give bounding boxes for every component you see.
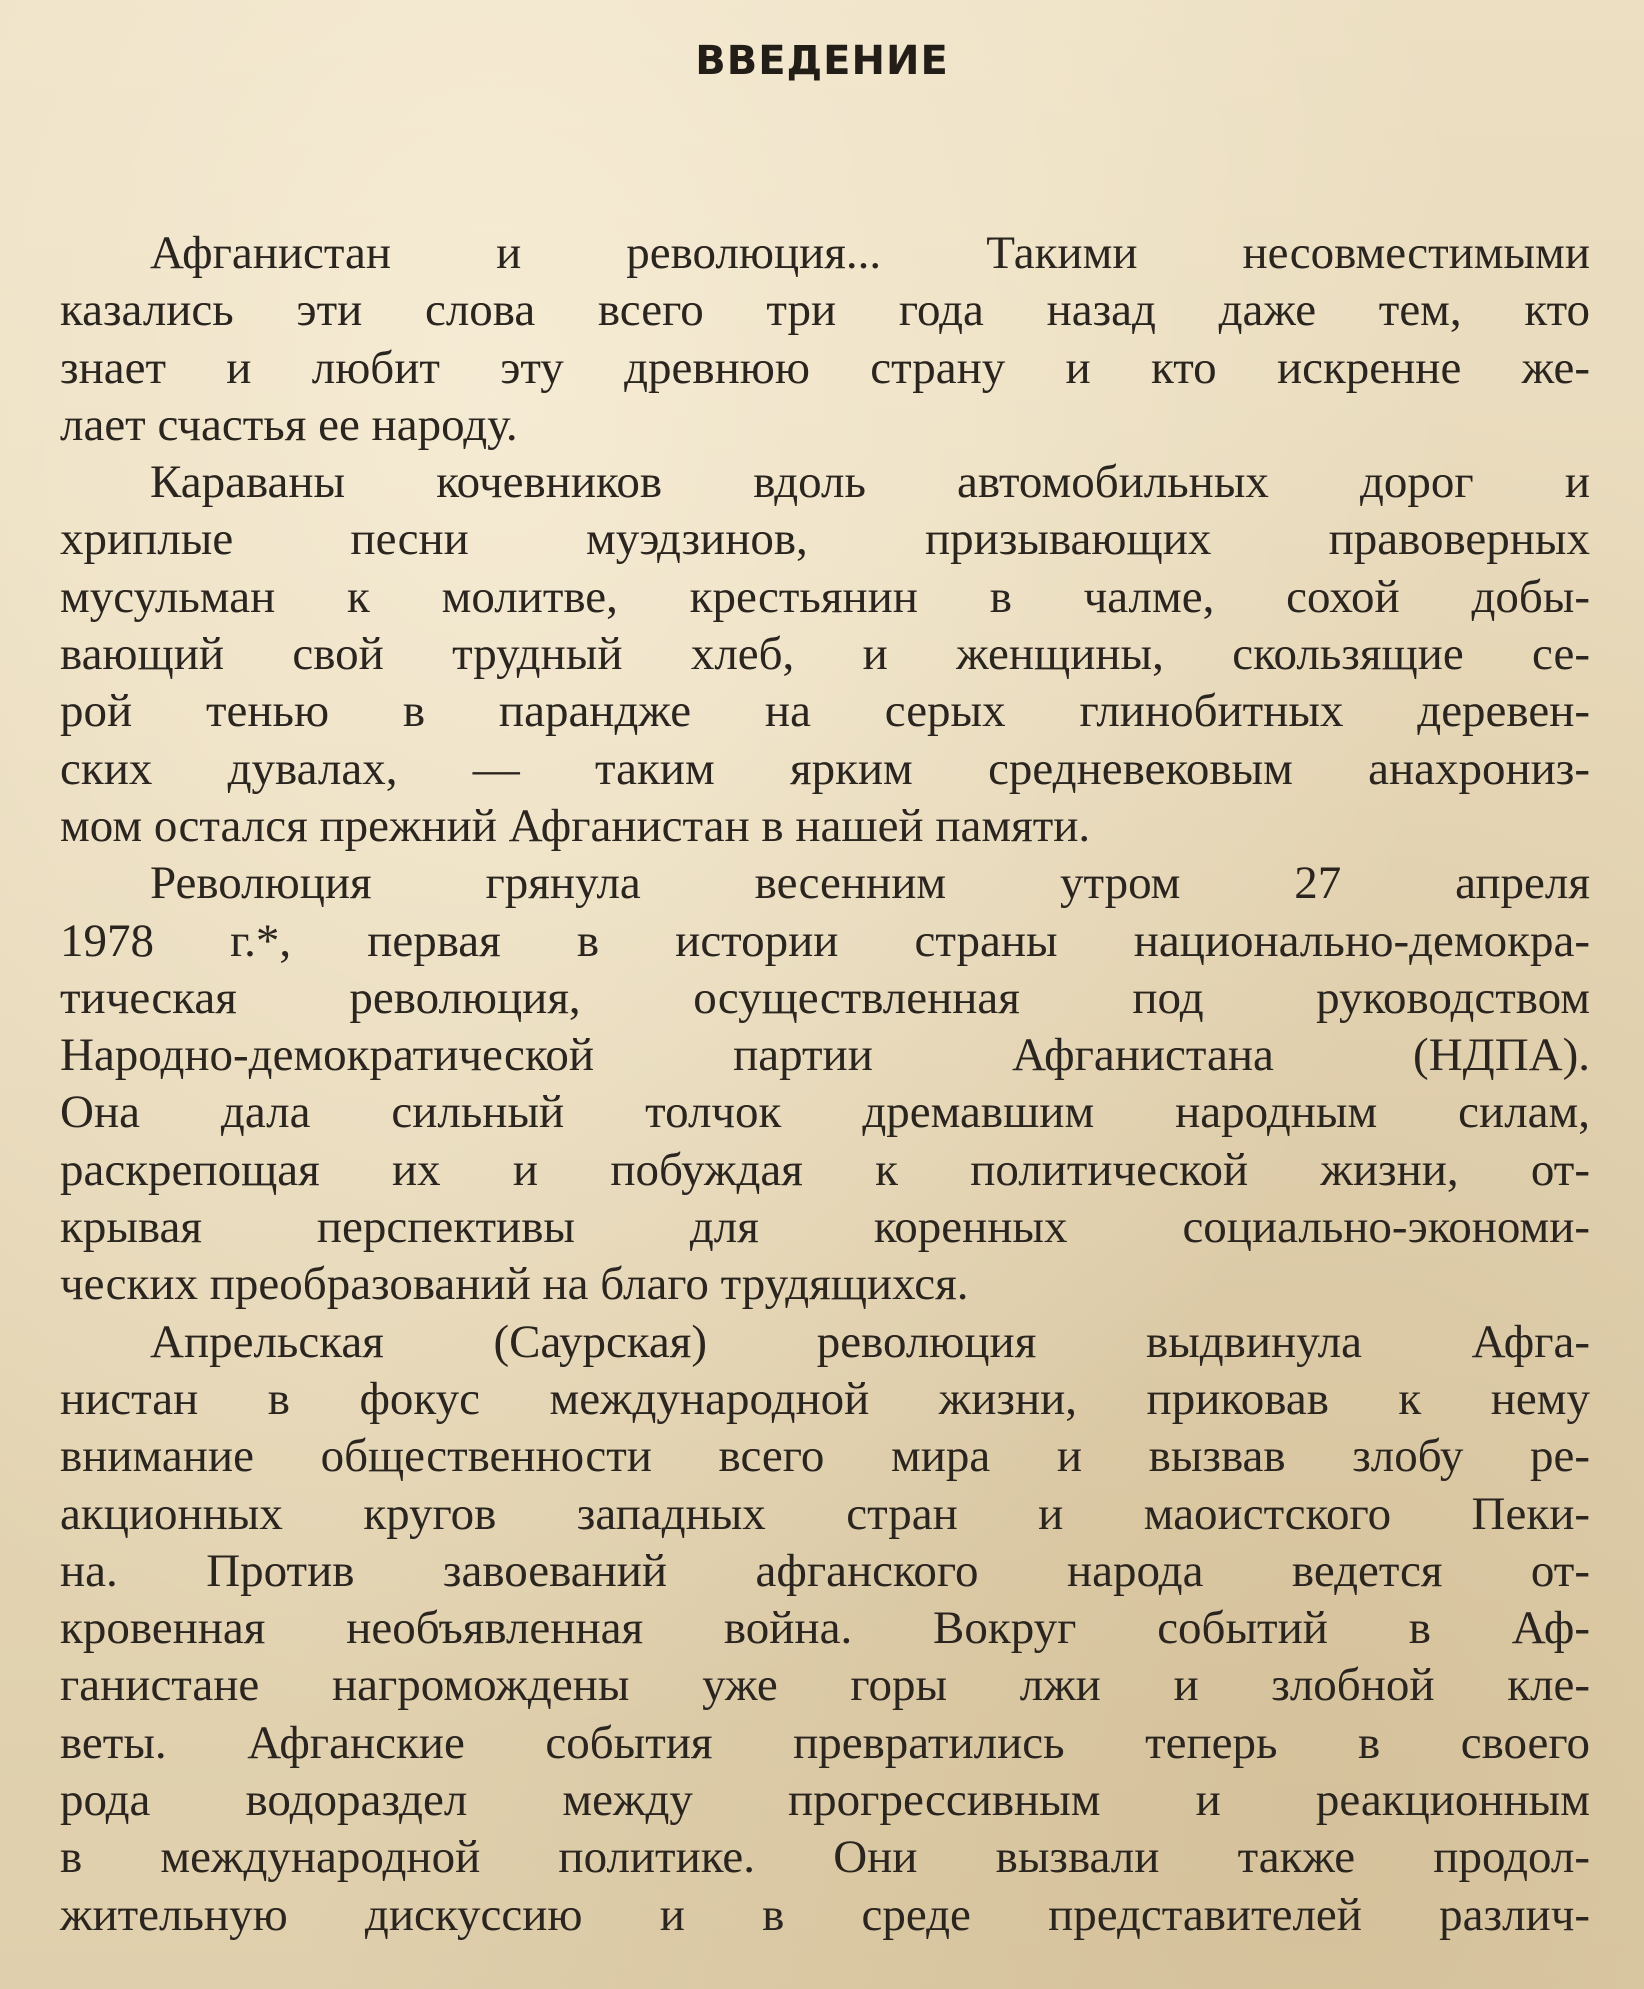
text-line: мом остался прежний Афганистан в нашей памяти. (60, 799, 1091, 852)
text-line: нистан в фокус международной жизни, приковав к нему (60, 1372, 1590, 1425)
text-line: вающий свой трудный хлеб, и женщины, скользящие се- (60, 628, 1590, 681)
text-line: жительную дискуссию и в среде представителей различ- (60, 1888, 1590, 1941)
text-line: в международной политике. Они вызвали также продол- (60, 1831, 1590, 1884)
text-line: веты. Афганские события превратились теперь в своего (60, 1716, 1590, 1769)
text-line: казались эти слова всего три года назад даже тем, кто (60, 284, 1590, 337)
text-line: акционных кругов западных стран и маоистского Пеки- (60, 1487, 1590, 1540)
text-line: хриплые песни муэдзинов, призывающих правоверных (60, 513, 1590, 566)
text-line: тическая революция, осуществленная под руководством (60, 971, 1590, 1024)
text-line: ческих преобразований на благо трудящихся. (60, 1258, 969, 1311)
text-line: рой тенью в парандже на серых глинобитных деревен- (60, 685, 1590, 738)
text-line: 1978 г.*, первая в истории страны национально-демокра- (60, 914, 1590, 967)
text-line: Революция грянула весенним утром 27 апреля (150, 857, 1590, 910)
text-line: Апрельская (Саурская) революция выдвинула Афга- (150, 1315, 1590, 1368)
text-line: на. Против завоеваний афганского народа ведется от- (60, 1544, 1590, 1597)
body-text (60, 225, 1590, 1944)
text-line: крывая перспективы для коренных социально-экономи- (60, 1201, 1590, 1254)
text-line: знает и любит эту древнюю страну и кто искренне же- (60, 341, 1590, 394)
text-line: ских дувалах, — таким ярким средневековым анахрониз- (60, 742, 1590, 795)
text-line: внимание общественности всего мира и вызвав злобу ре- (60, 1430, 1590, 1483)
text-line: ганистане нагромождены уже горы лжи и злобной кле- (60, 1659, 1590, 1712)
text-line: рода водораздел между прогрессивным и реакционным (60, 1774, 1590, 1827)
text-line: Караваны кочевников вдоль автомобильных дорог и (150, 456, 1590, 509)
text-line: лает счастья ее народу. (60, 398, 518, 451)
text-line: Народно-демократической партии Афганистана (НДПА). (60, 1029, 1590, 1082)
text-line: мусульман к молитве, крестьянин в чалме, сохой добы- (60, 570, 1590, 623)
chapter-heading: ВВЕДЕНИЕ (695, 38, 949, 84)
text-line: Афганистан и революция... Такими несовместимыми (150, 227, 1590, 279)
text-line: Она дала сильный толчок дремавшим народным силам, (60, 1086, 1590, 1139)
text-line: кровенная необъявленная война. Вокруг событий в Аф- (60, 1602, 1590, 1655)
text-line: раскрепощая их и побуждая к политической жизни, от- (60, 1143, 1590, 1196)
